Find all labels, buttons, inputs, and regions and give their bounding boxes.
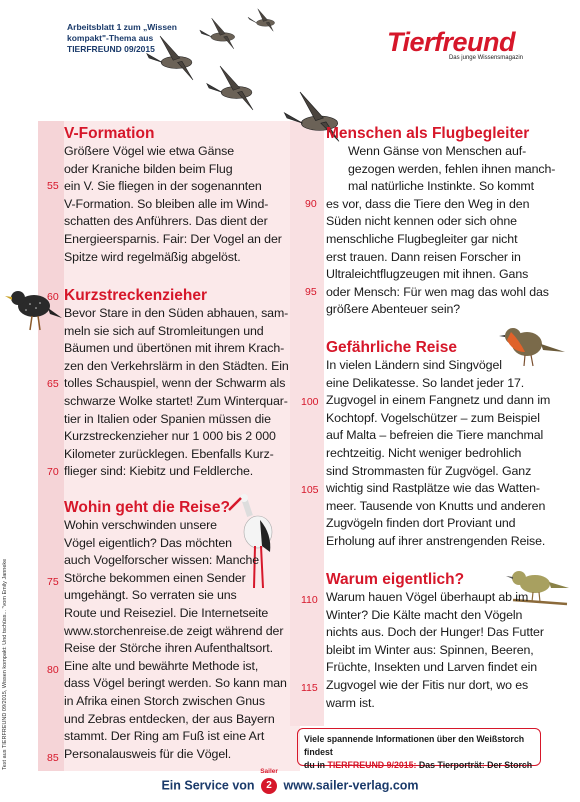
section-body: Warum hauen Vögel überhaupt ab im Winter? Die Kälte macht den Vögeln nichts aus. Doch der Hunger! Das Futter bleibt im Winter aus: Spinnen, Beeren, Früchte, Insekten und Larven findet ein Zugvogel wie der Fitis nur dort, wo es warm ist. — [326, 590, 544, 710]
logo-subtitle: Das junge Wissensmagazin — [448, 55, 523, 61]
goose-icon — [248, 9, 275, 31]
section-body: In vielen Ländern sind Singvögel eine Delikatesse. So landet jeder 17. Zugvogel in einem Fangnetz und dann im Kochtopf. Vogelschützer – zum Beispiel auf Malta – befreien die Tiere manchmal rechtzeitig. Nicht weniger bedrohlich sind Strommasten für Zugvögel. Ganz wichtig sind Rastplätze wie das Watten- meer. Tausende von Knutts und anderen Zugvögeln finden dort Proviant und Erholung auf ihrer anstrengenden Reise. — [326, 358, 551, 548]
line-number: 110 — [301, 594, 318, 606]
section-body: Wohin verschwinden unsere Vögel eigentlich? Das möchten auch Vogelforscher wissen: Manche Störche bekommen einen Sender umgehängt. So verraten sie uns Route und Reiseziel. Die Internetseite www.storchenreise.de zeigt während der Reise der Störche ihren Aufenthaltsort. Eine alte und bewährte Methode ist, dass Vögel beringt werden. So kann man in Afrika einen Storch zwischen Gnus und Zebras entdecken, der aus Bayern stammt. Der Ring am Fuß ist eine Art Personalausweis für die Vögel. — [64, 518, 287, 761]
sailer-badge: Sailer 2 — [258, 778, 280, 794]
line-number: 115 — [301, 682, 318, 694]
info-box-line: du in TIERFREUND 9/2015: Das Tierporträt: Der Storch — [304, 760, 533, 770]
starling-icon — [4, 278, 64, 334]
goose-icon — [200, 18, 235, 49]
header-line: kompakt"-Thema aus — [67, 33, 154, 43]
line-number: 75 — [47, 576, 59, 588]
line-number: 80 — [47, 664, 59, 676]
right-number-strip — [290, 121, 324, 726]
section-title: Menschen als Flugbegleiter — [326, 125, 530, 142]
info-box — [297, 728, 541, 770]
line-number: 60 — [47, 291, 59, 303]
section-menschen-als-flugbegleiter — [326, 124, 555, 319]
section-title: Kurzstreckenzieher — [64, 287, 208, 304]
line-number: 100 — [301, 396, 319, 408]
logo-wordmark: Tierfreund — [387, 27, 516, 57]
goose-icon — [207, 66, 253, 110]
section-gefaehrliche-reise — [326, 338, 550, 551]
section-title: V-Formation — [64, 125, 155, 142]
section-warum-eigentlich — [326, 570, 544, 712]
info-box-line: Viele spannende Informationen über den Weißstorch findest — [304, 734, 525, 757]
line-number: 85 — [47, 752, 59, 764]
section-kurzstreckenzieher — [64, 286, 289, 481]
line-number: 90 — [305, 198, 317, 210]
line-number: 95 — [305, 286, 317, 298]
source-note: Text aus TIERFREUND 09/2015, Wissen kompakt: Und tschüss... "vom Emily Janneke — [2, 558, 8, 770]
goose-icon — [147, 36, 193, 80]
line-number: 65 — [47, 378, 59, 390]
section-title: Warum eigentlich? — [326, 571, 465, 588]
website-link[interactable]: www.sailer-verlag.com — [283, 778, 419, 793]
footer: Ein Service von Sailer 2 www.sailer-verlag.com — [161, 768, 419, 793]
section-title: Gefährliche Reise — [326, 339, 457, 356]
header-line: TIERFREUND 09/2015 — [67, 44, 155, 54]
section-v-formation — [64, 124, 282, 266]
line-number: 55 — [47, 180, 59, 192]
section-wohin-geht-die-reise — [64, 498, 287, 763]
section-body: Größere Vögel wie etwa Gänse oder Kraniche bilden beim Flug ein V. Sie fliegen in der sogenannten V-Formation. So bleiben alle im Wind- schatten des Anführers. Das dient der Energieersparnis. Fair: Der Vogel an der Spitze wird regelmäßig abgelöst. — [64, 144, 282, 264]
tierfreund-logo — [387, 28, 537, 61]
line-number: 105 — [301, 484, 319, 496]
section-title: Wohin geht die Reise? — [64, 499, 230, 516]
header-line: Arbeitsblatt 1 zum „Wissen — [67, 22, 177, 32]
line-number: 70 — [47, 466, 59, 478]
section-body: Wenn Gänse von Menschen auf- gezogen werden, fehlen ihnen manch- mal natürliche Instinkte. So kommt es vor, dass die Tiere den Weg in den Süden nicht kennen oder sich ohne menschliche Flugbegleiter gar nicht erst trauen. Dann reisen Forscher in Ultraleichtflugzeugen mit ihnen. Gans oder Mensch: Für wen mag das wohl das größere Abenteuer sein? — [326, 144, 556, 317]
section-body: Bevor Stare in den Süden abhauen, sam- meln sie sich auf Stromleitungen und Bäumen und übertönen mit ihrem Krach- zen den Verkehrslärm in den Städten. Ein tolles Schauspiel, wenn der Schwarm als schwarze Wolke startet! Zum Winterquar- tier in Italien oder Spanien müssen die Kurzstreckenzieher nur 1 000 bis 2 000 Kilometer zurücklegen. Ebenfalls Kurz- flieger sind: Kiebitz und Feldlerche. — [64, 306, 289, 479]
